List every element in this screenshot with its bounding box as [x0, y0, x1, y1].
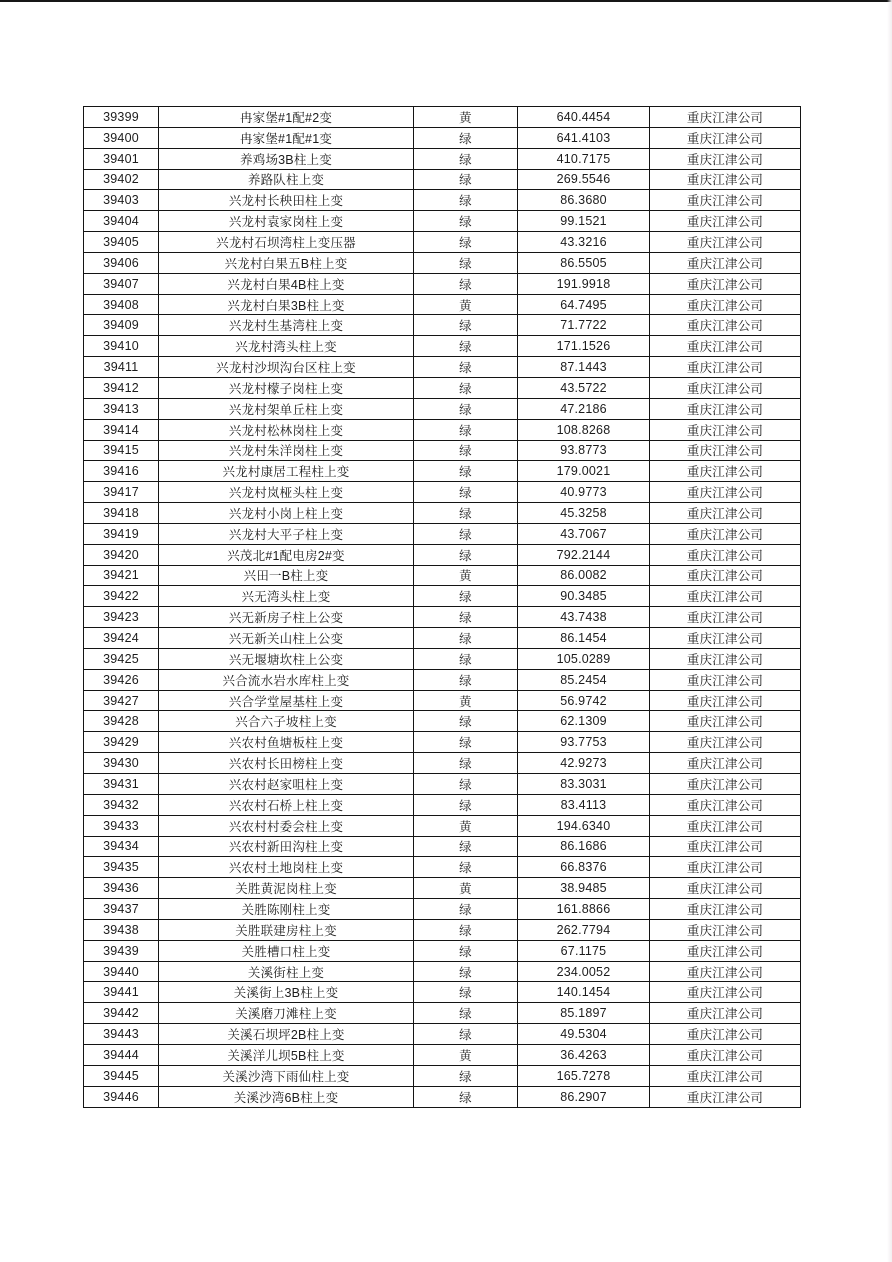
cell-company: 重庆江津公司 [650, 252, 801, 273]
cell-company: 重庆江津公司 [650, 294, 801, 315]
cell-id: 39402 [84, 169, 159, 190]
cell-value: 641.4103 [518, 127, 650, 148]
cell-status: 绿 [414, 961, 518, 982]
cell-value: 83.3031 [518, 774, 650, 795]
table-row [84, 440, 801, 461]
cell-company: 重庆江津公司 [650, 461, 801, 482]
cell-status: 黄 [414, 294, 518, 315]
cell-status: 黄 [414, 565, 518, 586]
cell-status: 绿 [414, 127, 518, 148]
cell-name: 关溪石坝坪2B柱上变 [159, 1024, 414, 1045]
cell-id: 39444 [84, 1044, 159, 1065]
cell-name: 兴农村赵家咀柱上变 [159, 774, 414, 795]
cell-name: 关胜黄泥岗柱上变 [159, 878, 414, 899]
cell-id: 39435 [84, 857, 159, 878]
table-row [84, 899, 801, 920]
cell-company: 重庆江津公司 [650, 919, 801, 940]
cell-company: 重庆江津公司 [650, 961, 801, 982]
table-row [84, 648, 801, 669]
cell-name: 兴龙村白果4B柱上变 [159, 273, 414, 294]
cell-company: 重庆江津公司 [650, 690, 801, 711]
table-row [84, 148, 801, 169]
cell-status: 绿 [414, 982, 518, 1003]
cell-name: 兴农村石桥上柱上变 [159, 794, 414, 815]
table-row [84, 794, 801, 815]
cell-value: 56.9742 [518, 690, 650, 711]
table-row [84, 273, 801, 294]
cell-status: 绿 [414, 544, 518, 565]
cell-name: 兴无新房子柱上公变 [159, 607, 414, 628]
cell-value: 47.2186 [518, 398, 650, 419]
table-row [84, 419, 801, 440]
cell-company: 重庆江津公司 [650, 607, 801, 628]
cell-company: 重庆江津公司 [650, 482, 801, 503]
cell-value: 71.7722 [518, 315, 650, 336]
cell-value: 140.1454 [518, 982, 650, 1003]
cell-name: 关溪沙湾6B柱上变 [159, 1086, 414, 1107]
cell-status: 绿 [414, 377, 518, 398]
table-row [84, 190, 801, 211]
cell-status: 绿 [414, 315, 518, 336]
cell-name: 兴田一B柱上变 [159, 565, 414, 586]
cell-id: 39411 [84, 357, 159, 378]
cell-name: 兴农村长田榜柱上变 [159, 753, 414, 774]
cell-status: 绿 [414, 419, 518, 440]
table-row [84, 669, 801, 690]
cell-value: 66.8376 [518, 857, 650, 878]
cell-id: 39442 [84, 1003, 159, 1024]
table-row [84, 211, 801, 232]
cell-company: 重庆江津公司 [650, 523, 801, 544]
cell-status: 绿 [414, 190, 518, 211]
cell-name: 兴龙村架单丘柱上变 [159, 398, 414, 419]
cell-value: 171.1526 [518, 336, 650, 357]
cell-company: 重庆江津公司 [650, 398, 801, 419]
cell-name: 兴龙村白果五B柱上变 [159, 252, 414, 273]
cell-id: 39403 [84, 190, 159, 211]
cell-company: 重庆江津公司 [650, 940, 801, 961]
cell-value: 86.0082 [518, 565, 650, 586]
cell-id: 39410 [84, 336, 159, 357]
cell-value: 86.1454 [518, 628, 650, 649]
cell-status: 绿 [414, 148, 518, 169]
cell-id: 39423 [84, 607, 159, 628]
cell-name: 兴龙村松林岗柱上变 [159, 419, 414, 440]
cell-status: 绿 [414, 836, 518, 857]
cell-status: 绿 [414, 503, 518, 524]
cell-status: 绿 [414, 398, 518, 419]
cell-company: 重庆江津公司 [650, 857, 801, 878]
cell-company: 重庆江津公司 [650, 836, 801, 857]
cell-company: 重庆江津公司 [650, 148, 801, 169]
cell-value: 194.6340 [518, 815, 650, 836]
table-row [84, 607, 801, 628]
cell-id: 39431 [84, 774, 159, 795]
table-row [84, 398, 801, 419]
table-row [84, 940, 801, 961]
cell-company: 重庆江津公司 [650, 107, 801, 128]
cell-id: 39433 [84, 815, 159, 836]
cell-company: 重庆江津公司 [650, 628, 801, 649]
cell-id: 39420 [84, 544, 159, 565]
cell-status: 绿 [414, 523, 518, 544]
table-row [84, 1003, 801, 1024]
table-row [84, 628, 801, 649]
cell-id: 39400 [84, 127, 159, 148]
cell-company: 重庆江津公司 [650, 315, 801, 336]
cell-value: 86.1686 [518, 836, 650, 857]
cell-name: 兴龙村大平子柱上变 [159, 523, 414, 544]
table-row [84, 315, 801, 336]
cell-status: 黄 [414, 690, 518, 711]
cell-value: 105.0289 [518, 648, 650, 669]
cell-value: 64.7495 [518, 294, 650, 315]
cell-value: 85.2454 [518, 669, 650, 690]
cell-id: 39424 [84, 628, 159, 649]
cell-name: 兴龙村康居工程柱上变 [159, 461, 414, 482]
cell-id: 39427 [84, 690, 159, 711]
cell-name: 兴合学堂屋基柱上变 [159, 690, 414, 711]
cell-value: 85.1897 [518, 1003, 650, 1024]
cell-status: 绿 [414, 940, 518, 961]
cell-value: 36.4263 [518, 1044, 650, 1065]
cell-company: 重庆江津公司 [650, 190, 801, 211]
cell-id: 39434 [84, 836, 159, 857]
cell-status: 绿 [414, 753, 518, 774]
cell-name: 关胜联建房柱上变 [159, 919, 414, 940]
cell-company: 重庆江津公司 [650, 1065, 801, 1086]
cell-status: 绿 [414, 607, 518, 628]
cell-value: 42.9273 [518, 753, 650, 774]
cell-name: 兴龙村湾头柱上变 [159, 336, 414, 357]
cell-status: 绿 [414, 336, 518, 357]
cell-company: 重庆江津公司 [650, 336, 801, 357]
cell-id: 39446 [84, 1086, 159, 1107]
cell-status: 绿 [414, 586, 518, 607]
cell-status: 绿 [414, 440, 518, 461]
cell-value: 43.7067 [518, 523, 650, 544]
cell-name: 兴无堰塘坎柱上公变 [159, 648, 414, 669]
table-row [84, 878, 801, 899]
cell-name: 关溪沙湾下雨仙柱上变 [159, 1065, 414, 1086]
cell-value: 86.2907 [518, 1086, 650, 1107]
cell-id: 39422 [84, 586, 159, 607]
cell-id: 39406 [84, 252, 159, 273]
table-row [84, 523, 801, 544]
cell-id: 39439 [84, 940, 159, 961]
table-row [84, 232, 801, 253]
cell-value: 234.0052 [518, 961, 650, 982]
cell-company: 重庆江津公司 [650, 503, 801, 524]
cell-id: 39421 [84, 565, 159, 586]
page-right-edge [887, 0, 892, 1262]
cell-company: 重庆江津公司 [650, 377, 801, 398]
cell-id: 39445 [84, 1065, 159, 1086]
cell-value: 86.5505 [518, 252, 650, 273]
table-row [84, 815, 801, 836]
cell-company: 重庆江津公司 [650, 1086, 801, 1107]
cell-company: 重庆江津公司 [650, 211, 801, 232]
cell-name: 关溪街上3B柱上变 [159, 982, 414, 1003]
table-row [84, 127, 801, 148]
cell-status: 绿 [414, 357, 518, 378]
cell-value: 262.7794 [518, 919, 650, 940]
table-row [84, 1086, 801, 1107]
cell-company: 重庆江津公司 [650, 753, 801, 774]
cell-status: 绿 [414, 732, 518, 753]
cell-value: 90.3485 [518, 586, 650, 607]
cell-name: 关溪磨刀滩柱上变 [159, 1003, 414, 1024]
cell-status: 绿 [414, 482, 518, 503]
cell-name: 兴龙村长秧田柱上变 [159, 190, 414, 211]
cell-value: 161.8866 [518, 899, 650, 920]
cell-id: 39438 [84, 919, 159, 940]
page-top-edge [0, 0, 892, 2]
cell-status: 绿 [414, 211, 518, 232]
cell-name: 兴龙村白果3B柱上变 [159, 294, 414, 315]
cell-name: 兴茂北#1配电房2#变 [159, 544, 414, 565]
cell-value: 165.7278 [518, 1065, 650, 1086]
cell-name: 养鸡场3B柱上变 [159, 148, 414, 169]
cell-status: 绿 [414, 232, 518, 253]
cell-name: 兴农村新田沟柱上变 [159, 836, 414, 857]
cell-name: 兴龙村檬子岗柱上变 [159, 377, 414, 398]
cell-company: 重庆江津公司 [650, 586, 801, 607]
cell-name: 兴无新关山柱上公变 [159, 628, 414, 649]
table-row [84, 1044, 801, 1065]
cell-status: 绿 [414, 1065, 518, 1086]
cell-company: 重庆江津公司 [650, 669, 801, 690]
transformer-table-body [84, 107, 801, 1108]
cell-company: 重庆江津公司 [650, 127, 801, 148]
cell-status: 黄 [414, 107, 518, 128]
table-row [84, 461, 801, 482]
cell-name: 兴农村村委会柱上变 [159, 815, 414, 836]
table-row [84, 753, 801, 774]
cell-id: 39418 [84, 503, 159, 524]
cell-id: 39425 [84, 648, 159, 669]
cell-value: 83.4113 [518, 794, 650, 815]
table-row [84, 857, 801, 878]
cell-value: 269.5546 [518, 169, 650, 190]
cell-value: 87.1443 [518, 357, 650, 378]
table-row [84, 919, 801, 940]
table-row [84, 774, 801, 795]
cell-id: 39430 [84, 753, 159, 774]
table-row [84, 565, 801, 586]
cell-status: 绿 [414, 252, 518, 273]
cell-id: 39412 [84, 377, 159, 398]
table-row [84, 357, 801, 378]
cell-name: 兴龙村石坝湾柱上变压器 [159, 232, 414, 253]
cell-value: 640.4454 [518, 107, 650, 128]
cell-id: 39407 [84, 273, 159, 294]
cell-value: 179.0021 [518, 461, 650, 482]
table-row [84, 503, 801, 524]
cell-company: 重庆江津公司 [650, 1024, 801, 1045]
cell-company: 重庆江津公司 [650, 357, 801, 378]
cell-value: 410.7175 [518, 148, 650, 169]
table-row [84, 336, 801, 357]
cell-status: 黄 [414, 878, 518, 899]
cell-value: 93.7753 [518, 732, 650, 753]
cell-value: 49.5304 [518, 1024, 650, 1045]
cell-value: 108.8268 [518, 419, 650, 440]
cell-company: 重庆江津公司 [650, 982, 801, 1003]
cell-value: 792.2144 [518, 544, 650, 565]
cell-status: 绿 [414, 461, 518, 482]
cell-company: 重庆江津公司 [650, 711, 801, 732]
cell-status: 绿 [414, 669, 518, 690]
cell-status: 绿 [414, 794, 518, 815]
cell-name: 兴合流水岩水库柱上变 [159, 669, 414, 690]
cell-name: 关溪洋儿坝5B柱上变 [159, 1044, 414, 1065]
cell-value: 45.3258 [518, 503, 650, 524]
cell-name: 兴农村鱼塘板柱上变 [159, 732, 414, 753]
cell-value: 86.3680 [518, 190, 650, 211]
cell-value: 191.9918 [518, 273, 650, 294]
cell-id: 39401 [84, 148, 159, 169]
cell-value: 43.3216 [518, 232, 650, 253]
cell-status: 绿 [414, 648, 518, 669]
cell-id: 39404 [84, 211, 159, 232]
cell-status: 绿 [414, 774, 518, 795]
cell-id: 39399 [84, 107, 159, 128]
table-row [84, 482, 801, 503]
cell-id: 39443 [84, 1024, 159, 1045]
cell-name: 关溪街柱上变 [159, 961, 414, 982]
table-row [84, 961, 801, 982]
cell-name: 冉家堡#1配#2变 [159, 107, 414, 128]
cell-name: 兴无湾头柱上变 [159, 586, 414, 607]
cell-name: 兴龙村小岗上柱上变 [159, 503, 414, 524]
cell-company: 重庆江津公司 [650, 440, 801, 461]
cell-id: 39417 [84, 482, 159, 503]
cell-id: 39429 [84, 732, 159, 753]
table-row [84, 252, 801, 273]
cell-name: 兴合六子坡柱上变 [159, 711, 414, 732]
cell-company: 重庆江津公司 [650, 565, 801, 586]
table-row [84, 586, 801, 607]
cell-status: 绿 [414, 711, 518, 732]
cell-company: 重庆江津公司 [650, 1044, 801, 1065]
cell-id: 39413 [84, 398, 159, 419]
cell-id: 39436 [84, 878, 159, 899]
cell-company: 重庆江津公司 [650, 1003, 801, 1024]
cell-id: 39428 [84, 711, 159, 732]
cell-id: 39419 [84, 523, 159, 544]
cell-status: 绿 [414, 1024, 518, 1045]
cell-status: 绿 [414, 919, 518, 940]
cell-company: 重庆江津公司 [650, 648, 801, 669]
cell-company: 重庆江津公司 [650, 732, 801, 753]
cell-id: 39408 [84, 294, 159, 315]
table-row [84, 107, 801, 128]
cell-company: 重庆江津公司 [650, 169, 801, 190]
cell-id: 39405 [84, 232, 159, 253]
cell-status: 绿 [414, 1086, 518, 1107]
cell-status: 黄 [414, 815, 518, 836]
cell-status: 绿 [414, 273, 518, 294]
cell-value: 99.1521 [518, 211, 650, 232]
cell-company: 重庆江津公司 [650, 774, 801, 795]
table-row [84, 732, 801, 753]
table-row [84, 294, 801, 315]
cell-company: 重庆江津公司 [650, 419, 801, 440]
cell-status: 绿 [414, 1003, 518, 1024]
cell-id: 39440 [84, 961, 159, 982]
cell-id: 39426 [84, 669, 159, 690]
cell-value: 62.1309 [518, 711, 650, 732]
cell-value: 43.5722 [518, 377, 650, 398]
table-row [84, 690, 801, 711]
cell-company: 重庆江津公司 [650, 815, 801, 836]
cell-name: 关胜陈刚柱上变 [159, 899, 414, 920]
table-row [84, 836, 801, 857]
cell-id: 39441 [84, 982, 159, 1003]
cell-company: 重庆江津公司 [650, 232, 801, 253]
table-row [84, 1065, 801, 1086]
cell-status: 绿 [414, 628, 518, 649]
table-row [84, 711, 801, 732]
table-row [84, 982, 801, 1003]
cell-value: 38.9485 [518, 878, 650, 899]
cell-id: 39432 [84, 794, 159, 815]
cell-name: 冉家堡#1配#1变 [159, 127, 414, 148]
table-row [84, 169, 801, 190]
cell-value: 67.1175 [518, 940, 650, 961]
cell-company: 重庆江津公司 [650, 544, 801, 565]
cell-id: 39409 [84, 315, 159, 336]
cell-status: 绿 [414, 169, 518, 190]
cell-name: 兴龙村生基湾柱上变 [159, 315, 414, 336]
cell-name: 兴农村土地岗柱上变 [159, 857, 414, 878]
cell-name: 关胜槽口柱上变 [159, 940, 414, 961]
cell-value: 93.8773 [518, 440, 650, 461]
cell-company: 重庆江津公司 [650, 273, 801, 294]
cell-company: 重庆江津公司 [650, 794, 801, 815]
cell-status: 黄 [414, 1044, 518, 1065]
cell-id: 39416 [84, 461, 159, 482]
cell-id: 39414 [84, 419, 159, 440]
cell-name: 兴龙村朱洋岗柱上变 [159, 440, 414, 461]
table-row [84, 544, 801, 565]
cell-id: 39415 [84, 440, 159, 461]
cell-name: 兴龙村岚桠头柱上变 [159, 482, 414, 503]
cell-status: 绿 [414, 899, 518, 920]
cell-company: 重庆江津公司 [650, 878, 801, 899]
cell-name: 兴龙村沙坝沟台区柱上变 [159, 357, 414, 378]
table-row [84, 377, 801, 398]
cell-company: 重庆江津公司 [650, 899, 801, 920]
transformer-table [83, 106, 801, 1108]
cell-value: 43.7438 [518, 607, 650, 628]
cell-name: 养路队柱上变 [159, 169, 414, 190]
cell-status: 绿 [414, 857, 518, 878]
cell-value: 40.9773 [518, 482, 650, 503]
cell-name: 兴龙村袁家岗柱上变 [159, 211, 414, 232]
table-row [84, 1024, 801, 1045]
cell-id: 39437 [84, 899, 159, 920]
